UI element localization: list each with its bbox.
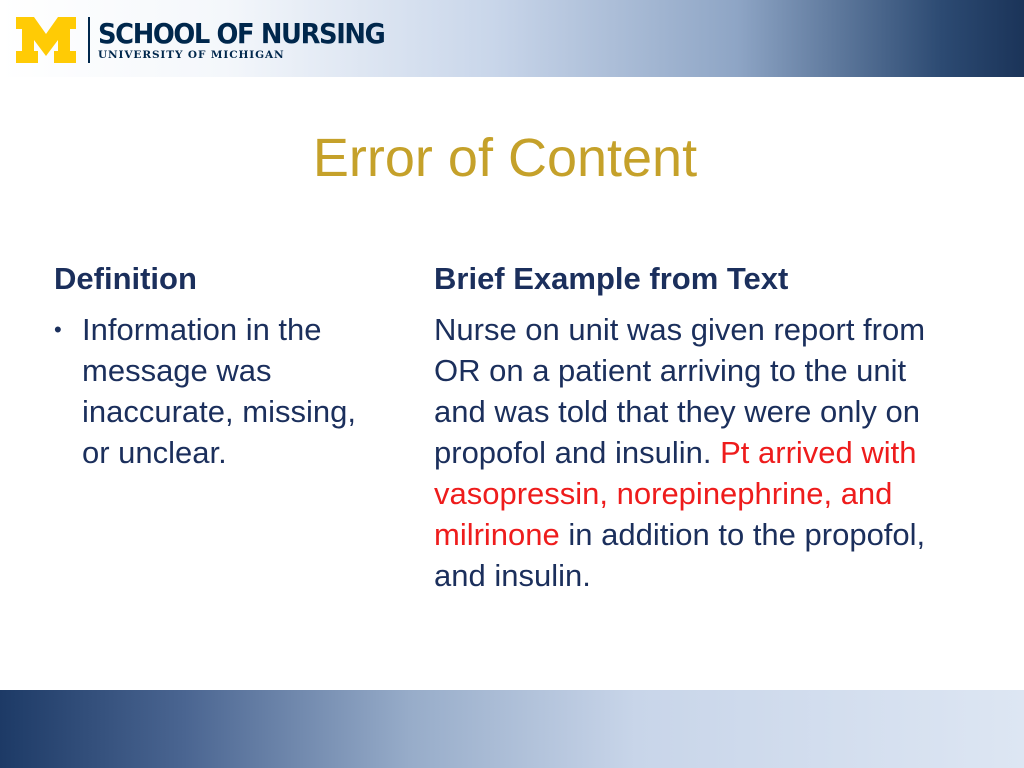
example-text-part2: in addition to the propofol, and insulin.: [434, 517, 926, 593]
bullet-dot-icon: •: [54, 317, 62, 342]
example-column: [434, 258, 994, 596]
university-logo: [16, 14, 409, 66]
header-band: [0, 0, 1024, 77]
definition-heading: Definition: [54, 261, 197, 296]
example-text-highlight: Pt arrived with vasopressin, norepinephrine, and milrinone: [434, 435, 917, 552]
definition-text: Information in the message was inaccurate, missing, or unclear.: [82, 312, 356, 470]
example-text: [434, 309, 964, 596]
definition-column: [54, 258, 414, 473]
definition-bullet: [54, 309, 414, 473]
school-name: SCHOOL OF NURSING: [98, 16, 385, 50]
example-heading: Brief Example from Text: [434, 261, 789, 296]
logo-wordmark: [98, 16, 409, 62]
block-m-logo-icon: [16, 17, 76, 63]
slide-title: Error of Content: [312, 128, 698, 188]
example-text-part1: Nurse on unit was given report from OR on a patient arriving to the unit and was told that they were only on propofol and insulin.: [434, 312, 926, 470]
footer-band: [0, 690, 1024, 768]
logo-divider: [88, 17, 90, 63]
university-name: UNIVERSITY OF MICHIGAN: [98, 48, 285, 61]
